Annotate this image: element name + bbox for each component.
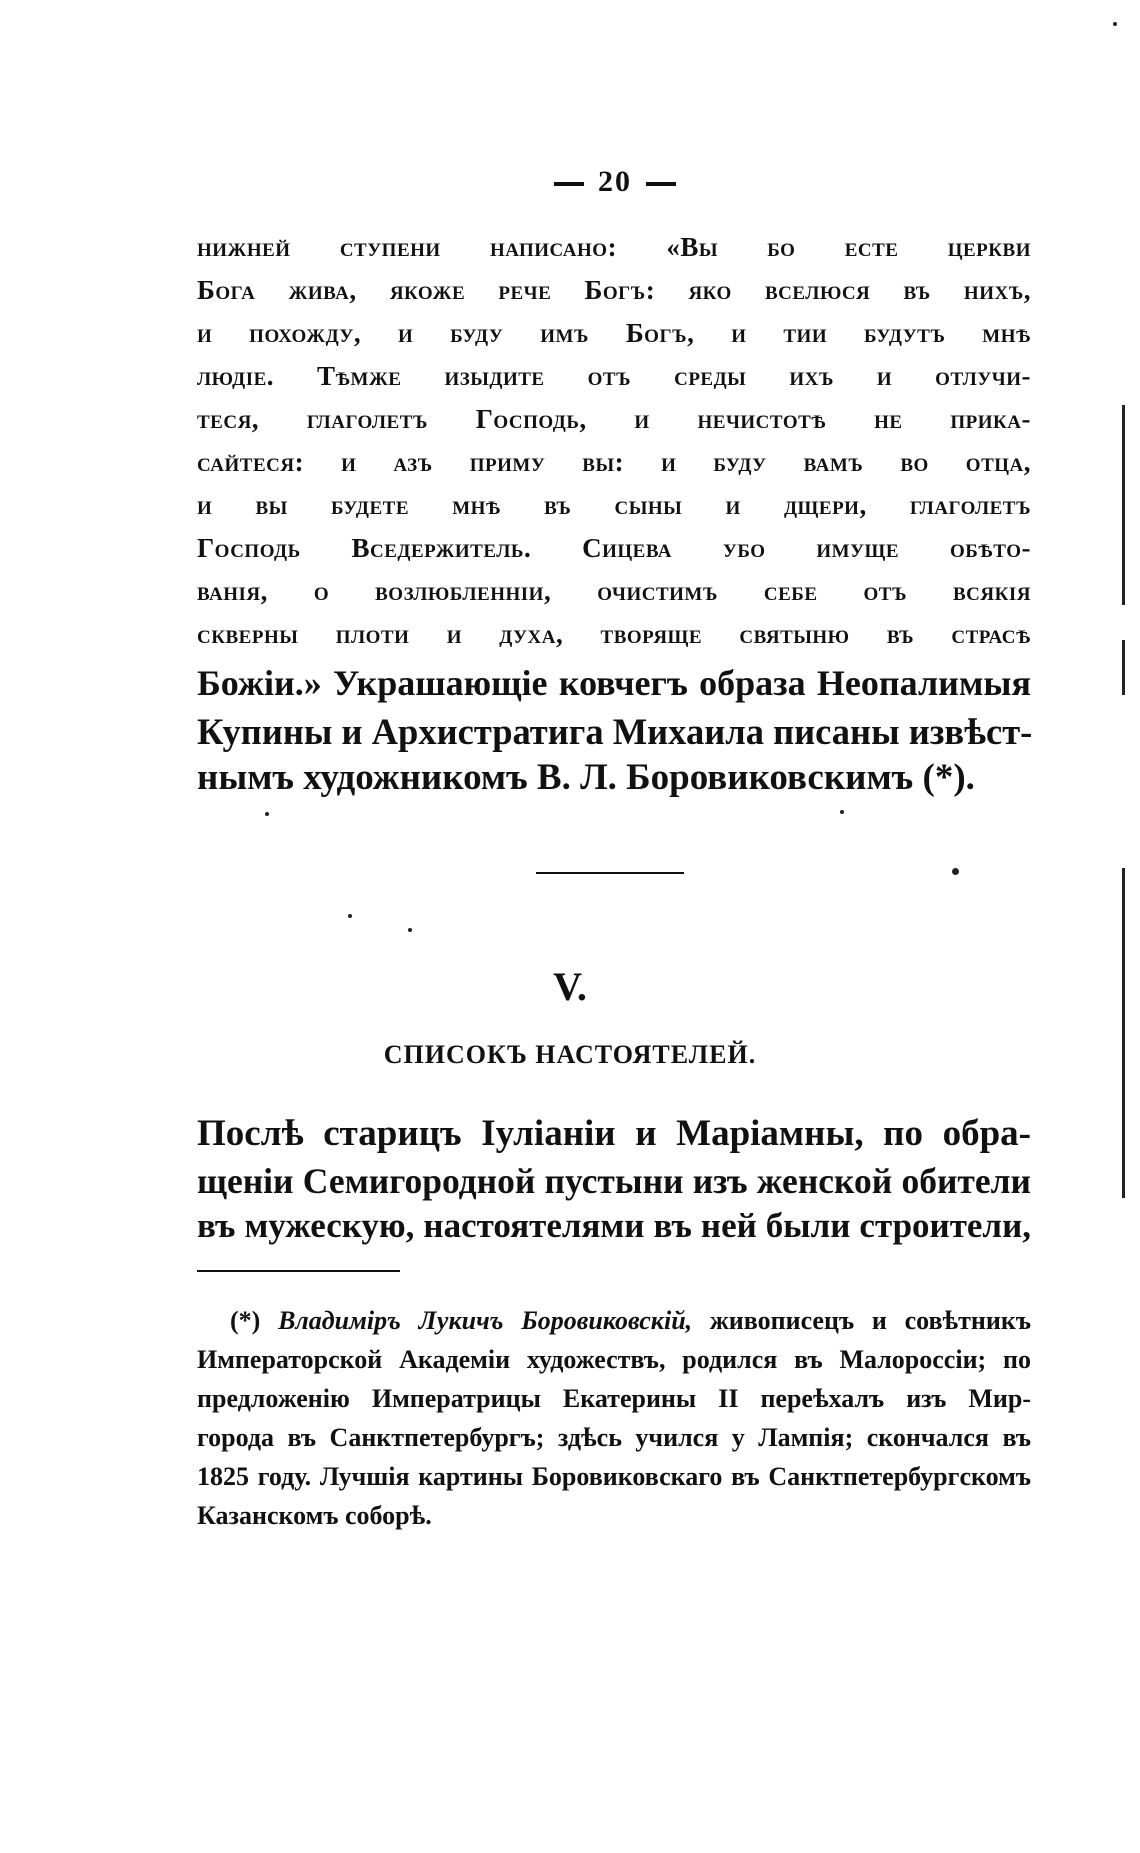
quote-line: ванія, о возлюбленніи, очистимъ себе отъ всякія <box>197 576 1031 606</box>
section-divider <box>536 872 684 874</box>
scan-speck <box>348 914 352 918</box>
page-number <box>540 165 690 199</box>
footnote-line <box>230 1306 1031 1336</box>
page-number-dash-left <box>554 182 584 186</box>
quote-line: скверны плоти и духа, творяще святыню въ страсѣ <box>197 619 1031 649</box>
paragraph-line: Божіи.» Украшающіе ковчегъ образа Неопалимыя <box>197 663 1031 703</box>
scan-speck <box>1113 22 1117 26</box>
footnote-name: Владимiръ Лукичъ Боровиковскiй, <box>278 1306 693 1335</box>
page-number-text: 20 <box>598 165 632 198</box>
quote-line: людіе. Тѣмже изыдите отъ среды ихъ и отлучи- <box>197 361 1031 391</box>
quote-line: и похожду, и буду имъ Богъ, и тии будутъ мнѣ <box>197 318 1031 348</box>
quote-line: теся, глаголетъ Господь, и нечистотѣ не прика- <box>197 404 1031 434</box>
quote-line: сайтеся: и азъ приму вы: и буду вамъ во отца, <box>197 447 1031 477</box>
paragraph-line: Купины и Архистратига Михаила писаны извѣст- <box>197 711 1033 752</box>
footnote-line: предложенію Императрицы Екатерины II переѣхалъ изъ Мир- <box>197 1384 1031 1413</box>
section-line: щеніи Семигородной пустыни изъ женской обители <box>197 1161 1031 1201</box>
section-heading: СПИСОКЪ НАСТОЯТЕЛЕЙ. <box>383 1040 757 1069</box>
scan-speck <box>408 928 412 932</box>
section-number: V. <box>553 964 587 1009</box>
scan-speck <box>952 868 959 875</box>
scan-speck <box>265 812 269 816</box>
quote-line: Господь Вседержитель. Сицева убо имуще обѣто- <box>197 533 1031 563</box>
footnote-rule <box>197 1270 400 1272</box>
scan-edge-mark <box>1122 868 1125 1198</box>
footnote-line: города въ Санктпетербургъ; здѣсь учился у Лампія; скончался въ <box>197 1423 1031 1452</box>
paragraph-line: нымъ художникомъ В. Л. Боровиковскимъ (*). <box>197 757 975 798</box>
page-number-dash-right <box>646 182 676 186</box>
scan-speck <box>840 810 844 814</box>
scan-edge-mark <box>1122 640 1125 695</box>
section-line: Послѣ старицъ Іуліаніи и Маріамны, по обра- <box>197 1113 1031 1154</box>
quote-line: и вы будете мнѣ въ сыны и дщери, глаголетъ <box>197 490 1031 520</box>
footnote-last-line: Казанскомъ соборѣ. <box>197 1501 432 1530</box>
quote-line: нижней ступени написано: «Вы бо есте церкви <box>197 232 1031 262</box>
quote-line: Бога жива, якоже рече Богъ: яко вселюся въ нихъ, <box>197 275 1031 305</box>
section-line: въ мужескую, настоятелями въ ней были строители, <box>197 1206 1031 1245</box>
footnote-first-rest: живописецъ и совѣтникъ <box>709 1306 1031 1335</box>
footnote-line: 1825 году. Лучшія картины Боровиковскаго въ Санктпетербургскомъ <box>197 1462 1031 1491</box>
footnote-line: Императорской Академіи художествъ, родился въ Малороссіи; по <box>197 1345 1031 1374</box>
footnote-marker: (*) <box>230 1306 261 1335</box>
scan-edge-mark <box>1122 405 1125 605</box>
